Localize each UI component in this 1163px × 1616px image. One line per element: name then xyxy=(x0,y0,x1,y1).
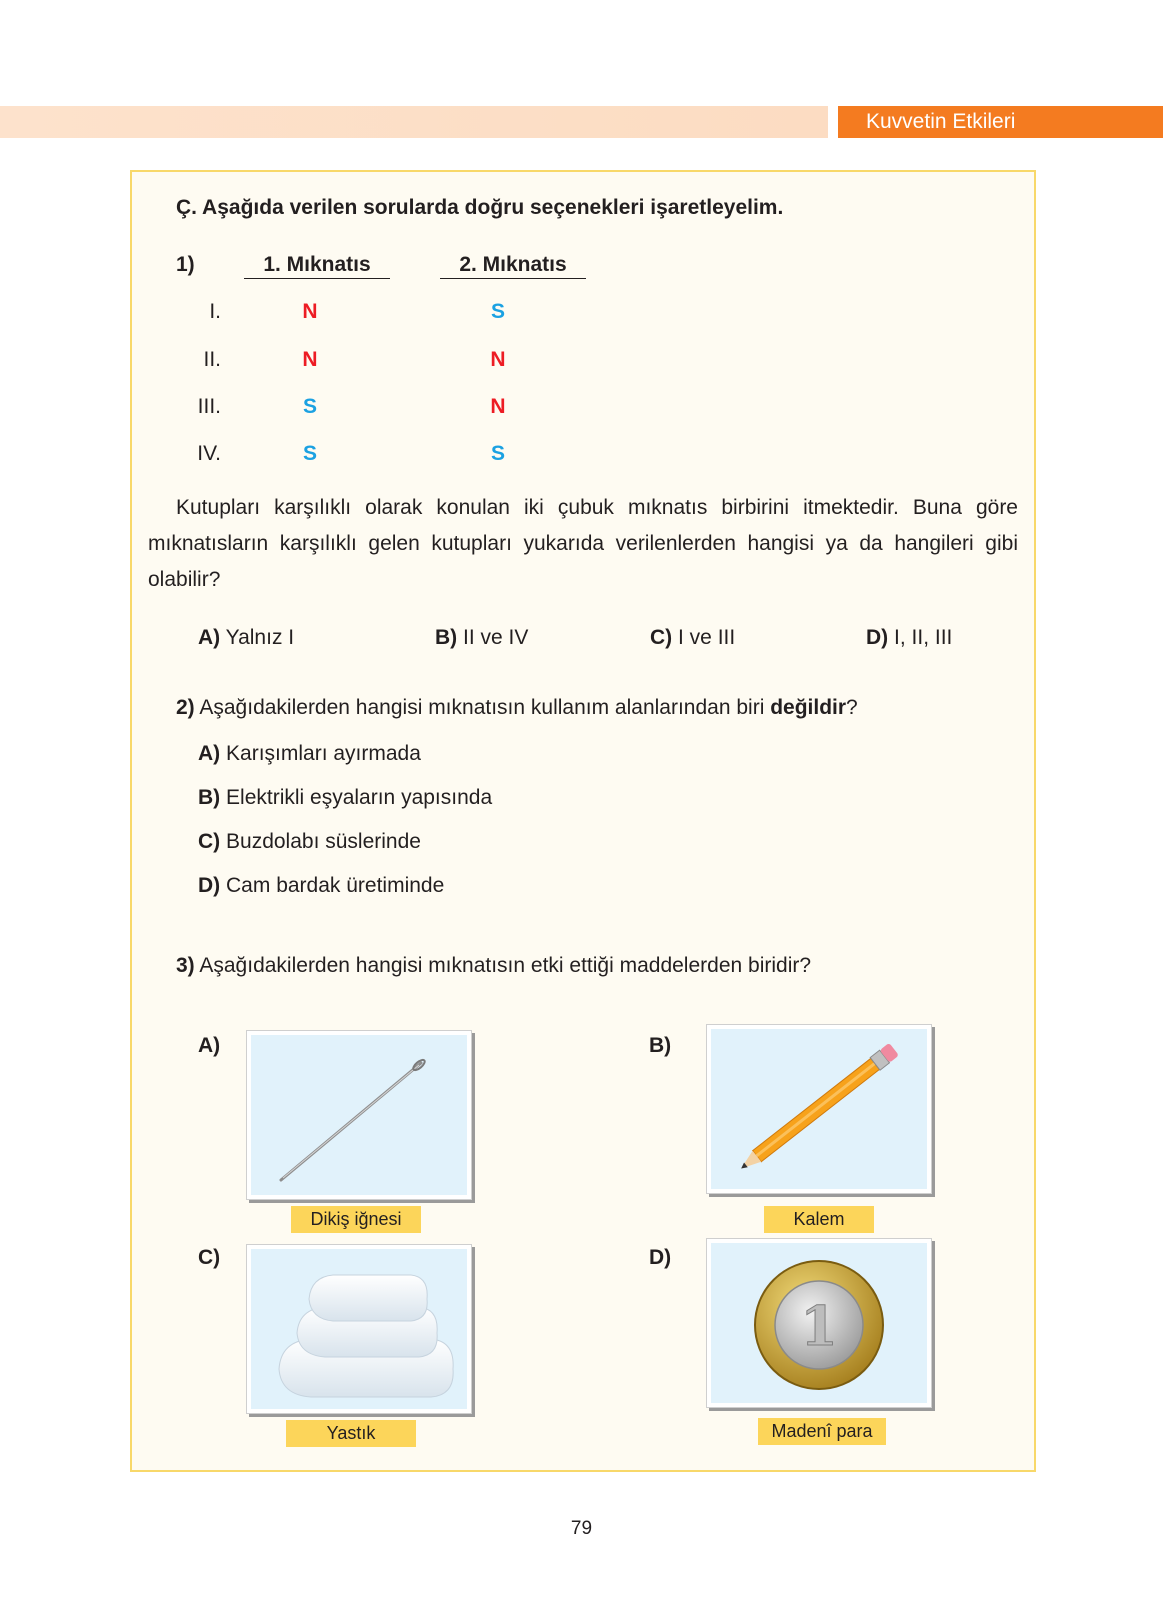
q3-option-d-letter[interactable]: D) xyxy=(649,1246,672,1269)
q2-option-c[interactable]: C) Buzdolabı süslerinde xyxy=(198,830,421,853)
q3-option-c-letter[interactable]: C) xyxy=(198,1246,221,1269)
q3-text: 3) Aşağıdakilerden hangisi mıknatısın etki ettiği maddelerden biridir? xyxy=(176,954,812,977)
q1-option-c[interactable]: C) I ve III xyxy=(650,626,736,649)
q3-option-b-image[interactable] xyxy=(706,1024,932,1194)
q1-number: 1) xyxy=(176,253,195,276)
col-header-magnet-1: 1. Mıknatıs xyxy=(244,253,390,279)
header-bar xyxy=(0,106,828,138)
row-label: II. xyxy=(203,348,221,371)
col-header-magnet-2: 2. Mıknatıs xyxy=(440,253,586,279)
pillow-icon xyxy=(251,1249,467,1409)
q3-option-a-letter[interactable]: A) xyxy=(198,1034,221,1057)
q3-option-c-caption: Yastık xyxy=(286,1420,416,1447)
coin-numeral: 1 xyxy=(800,1294,838,1358)
q3-option-d-caption: Madenî para xyxy=(758,1418,886,1445)
q1-option-d[interactable]: D) I, II, III xyxy=(866,626,953,649)
q3-option-a-image[interactable] xyxy=(246,1030,472,1200)
q1-option-a[interactable]: A) Yalnız I xyxy=(198,626,295,649)
q2-option-b[interactable]: B) Elektrikli eşyaların yapısında xyxy=(198,786,493,809)
magnet-1-pole: N xyxy=(302,348,318,371)
magnet-2-pole: N xyxy=(490,395,506,418)
q3-option-a-caption: Dikiş iğnesi xyxy=(291,1206,421,1233)
magnet-2-pole: S xyxy=(490,300,505,323)
q3-option-c-image[interactable] xyxy=(246,1244,472,1414)
needle-icon xyxy=(251,1035,467,1195)
magnet-2-pole: N xyxy=(490,348,506,371)
magnet-2-pole: S xyxy=(490,442,505,465)
row-label: I. xyxy=(209,300,221,323)
q1-option-b[interactable]: B) II ve IV xyxy=(435,626,529,649)
magnet-1-pole: N xyxy=(302,300,318,323)
row-label: III. xyxy=(197,395,221,418)
coin-icon xyxy=(711,1243,927,1403)
pencil-icon xyxy=(711,1029,927,1189)
page-number: 79 xyxy=(570,1518,593,1539)
q3-option-d-image[interactable] xyxy=(706,1238,932,1408)
q3-option-b-caption: Kalem xyxy=(764,1206,874,1233)
magnet-1-pole: S xyxy=(302,442,317,465)
q2-option-a[interactable]: A) Karışımları ayırmada xyxy=(198,742,421,765)
magnet-1-pole: S xyxy=(302,395,317,418)
chapter-title: Kuvvetin Etkileri xyxy=(838,106,1163,138)
q2-option-d[interactable]: D) Cam bardak üretiminde xyxy=(198,874,445,897)
q3-option-b-letter[interactable]: B) xyxy=(649,1034,672,1057)
row-label: IV. xyxy=(197,442,221,465)
q2-text: 2) Aşağıdakilerden hangisi mıknatısın kullanım alanlarından biri değildir? xyxy=(176,696,858,719)
section-heading: Ç. Aşağıda verilen sorularda doğru seçenekleri işaretleyelim. xyxy=(176,196,784,219)
q1-text: Kutupları karşılıklı olarak konulan iki çubuk mıknatıs birbirini itmektedir. Buna göre mıknatısların karşılıklı gelen kutupları yukarıda verilenlerden hangisi ya da hangileri gibi olabilir? xyxy=(148,496,1018,591)
